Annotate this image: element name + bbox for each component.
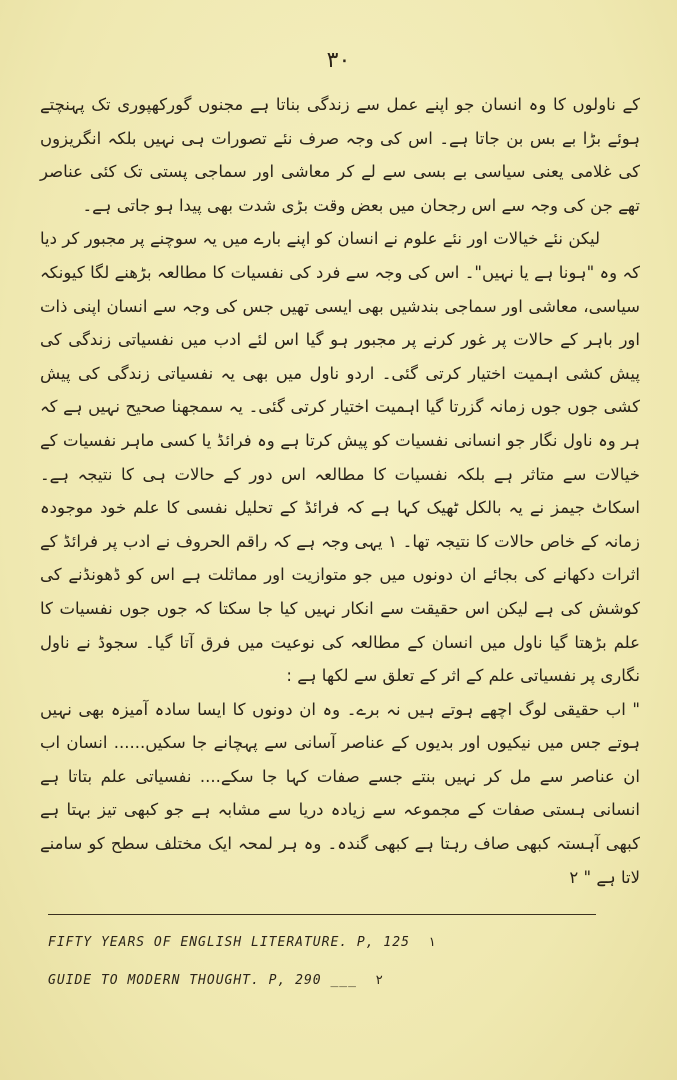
footnote-1 — [48, 924, 608, 962]
paragraph-2: لیکن نئے خیالات اور نئے علوم نے انسان کو اپنے بارے میں یہ سوچنے پر مجبور کر دیا کہ وہ "ہونا ہے یا نہیں"۔ اس کی وجہ سے فرد کی نفسیات کا مطالعہ بڑھنے لگا کیونکہ سیاسی، معاشی اور سماجی بندشیں بھی ایسی تھیں جس کی وجہ سے انسان اپنی ذات اور باہر کے حالات پر غور کرنے پر مجبور ہو گیا اس لئے ادب میں نفسیاتی زندگی کی پیش کشی اہمیت اختیار کرتی گئی۔ اردو ناول میں بھی یہ نفسیاتی زندگی کی پیش کشی جوں جوں زمانہ گزرتا گیا اہمیت اختیار کرتی گئی۔ یہ سمجھنا صحیح نہیں ہے کہ ہر وہ ناول نگار جو انسانی نفسیات کو پیش کرتا ہے وہ فرائڈ یا کسی ماہر نفسیات کے خیالات سے متاثر ہے بلکہ نفسیات کا مطالعہ اس دور کے حالات ہی کا نتیجہ ہے۔ اسکاٹ جیمز نے یہ بالکل ٹھیک کہا ہے کہ فرائڈ کے تحلیل نفسی کا علم خود موجودہ زمانہ کے خاص حالات کا نتیجہ تھا۔ ۱ یہی وجہ ہے کہ راقم الحروف نے ادب پر فرائڈ کے اثرات دکھانے کی بجائے ان دونوں میں جو متوازیت اور مماثلت ہے اس کو ڈھونڈنے کی کوشش کی ہے لیکن اس حقیقت سے انکار نہیں کیا جا سکتا کہ جوں جوں نفسیات کا علم بڑھتا گیا ناول میں انسان کے مطالعہ کی نوعیت میں فرق آتا گیا۔ سجوڈ نے ناول نگاری پر نفسیاتی علم کے اثر کے تعلق سے لکھا ہے : — [40, 229, 640, 686]
paragraph-1: کے ناولوں کا وہ انسان جو اپنے عمل سے زندگی بناتا ہے مجنوں گورکھپوری تک پہنچتے ہوئے بڑا بے بس بن جاتا ہے۔ اس کی وجہ صرف نئے تصورات ہی نہیں بلکہ انگریزوں کی غلامی یعنی سیاسی بے بسی سے لے کر معاشی اور سماجی پستی تک کئی عناصر تھے جن کی وجہ سے اس رجحان میں بعض وقت بڑی شدت بھی پیدا ہو جاتی ہے۔ — [40, 95, 640, 215]
footnote-2-marker: ۲ — [375, 973, 383, 988]
footnotes — [48, 924, 608, 1000]
page-number: ۳۰ — [326, 48, 351, 73]
block-quote: " اب حقیقی لوگ اچھے ہوتے ہیں نہ برے۔ وہ ان دونوں کا ایسا سادہ آمیزہ بھی نہیں ہوتے جس میں نیکیوں اور بدیوں کے عناصر آسانی سے پہچانے جا سکیں...... انسان اب ان عناصر سے مل کر نہیں بنتے جسے صفات کہا جا سکے.... نفسیاتی علم بتاتا ہے انسانی ہستی صفات کے مجموعہ سے زیادہ دریا سے مشابہ ہے جو کبھی تیز بہتا ہے کبھی آہستہ کبھی صاف رہتا ہے کبھی گندہ۔ وہ ہر لمحہ ایک مختلف سطح کو سامنے لاتا ہے " ۲ — [40, 699, 640, 887]
footnote-2 — [48, 962, 608, 1000]
footnote-2-text: GUIDE TO MODERN THOUGHT. P, 290 ___ — [48, 973, 357, 988]
footnote-divider — [48, 914, 596, 915]
body-text — [40, 88, 640, 894]
footnote-1-marker: ۱ — [428, 935, 436, 950]
footnote-1-text: FIFTY YEARS OF ENGLISH LITERATURE. P, 125 — [48, 935, 410, 950]
